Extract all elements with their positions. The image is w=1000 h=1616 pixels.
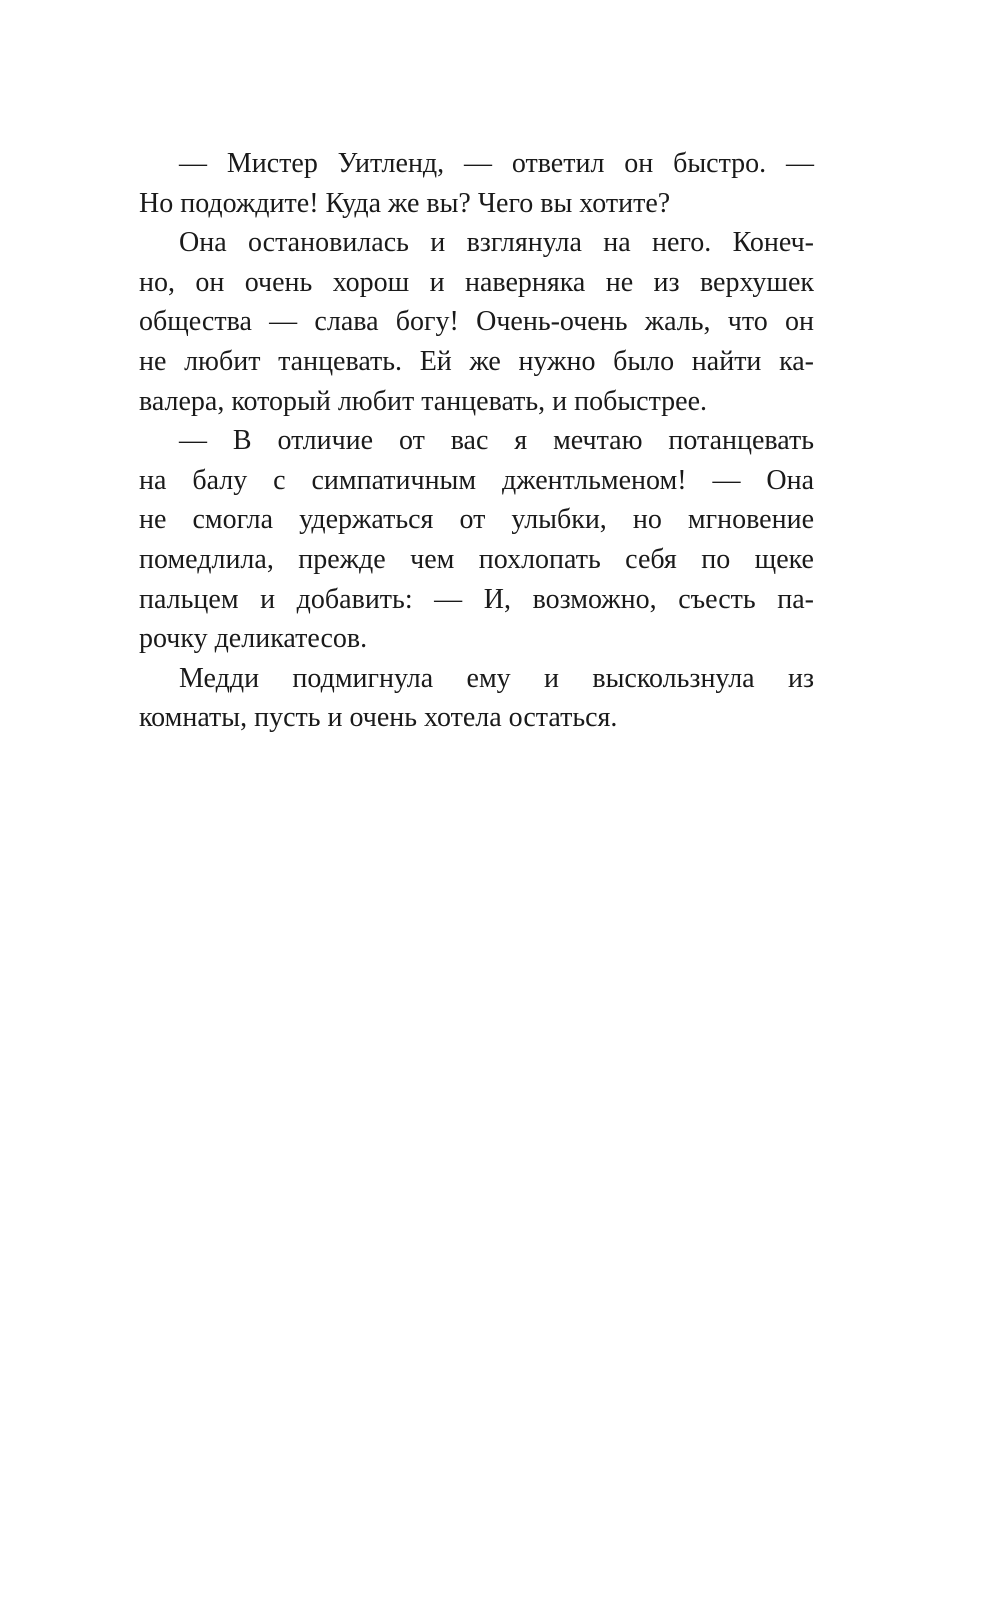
text-line: комнаты, пусть и очень хотела остаться. (139, 702, 618, 734)
text-line: Но подождите! Куда же вы? Чего вы хотите? (139, 187, 671, 219)
text-line: валера, который любит танцевать, и побыстрее. (139, 385, 708, 417)
page-text (139, 144, 814, 738)
paragraph-2 (139, 223, 814, 421)
text-line: но, он очень хорош и наверняка не из верхушек (139, 266, 814, 298)
text-line: общества — слава богу! Очень-очень жаль, что он (139, 306, 814, 338)
text-line: — В отличие от вас я мечтаю потанцевать (179, 425, 814, 457)
text-line: пальцем и добавить: — И, возможно, съесть па- (139, 583, 814, 615)
text-line: рочку деликатесов. (139, 623, 368, 655)
paragraph-3 (139, 421, 814, 659)
text-line: Медди подмигнула ему и выскользнула из (179, 662, 814, 694)
paragraph-1 (139, 144, 814, 223)
text-line: — Мистер Уитленд, — ответил он быстро. — (179, 148, 814, 179)
paragraph-4 (139, 659, 814, 738)
text-line: не смогла удержаться от улыбки, но мгновение (139, 504, 814, 536)
text-line: помедлила, прежде чем похлопать себя по щеке (139, 543, 814, 575)
text-line: Она остановилась и взглянула на него. Конеч- (179, 227, 814, 259)
text-line: не любит танцевать. Ей же нужно было найти ка- (139, 345, 814, 377)
text-line: на балу с симпатичным джентльменом! — Она (139, 464, 814, 496)
